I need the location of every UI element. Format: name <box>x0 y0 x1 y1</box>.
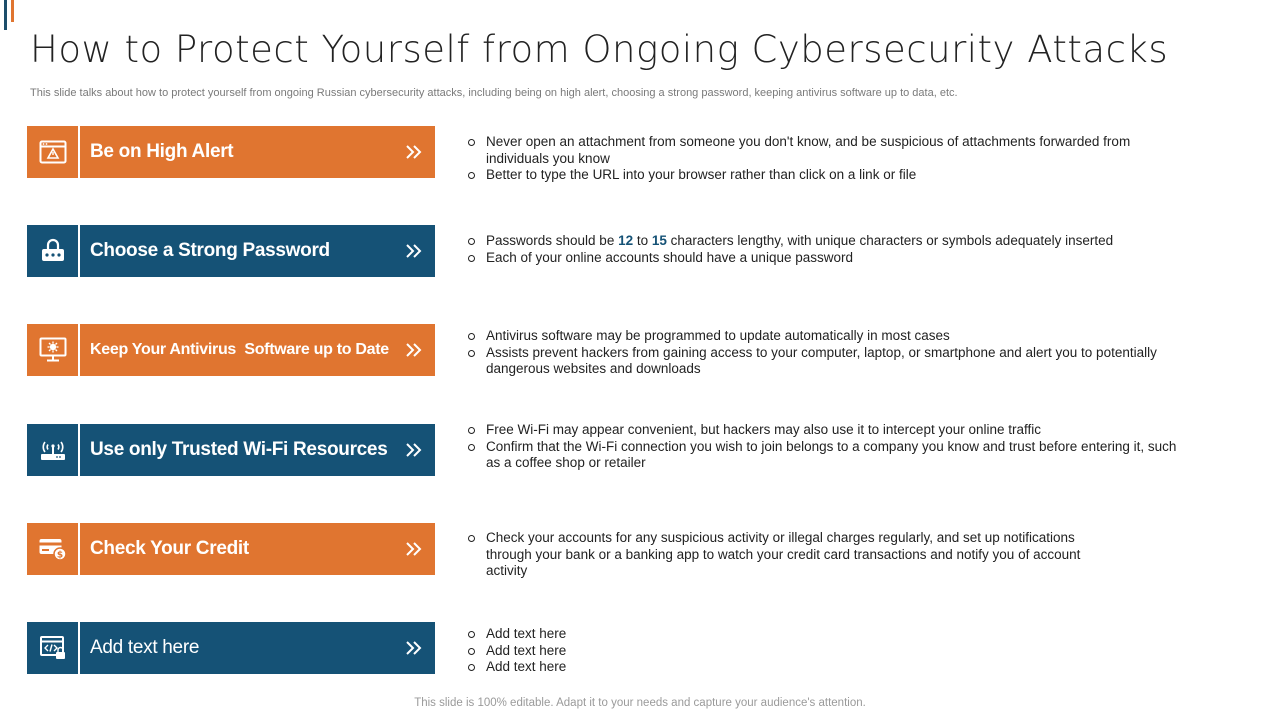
row-label[interactable] <box>80 523 435 575</box>
browser-code-lock-icon <box>27 622 78 674</box>
bullet-list <box>467 530 1187 580</box>
list-item: Never open an attachment from someone you don't know, and be suspicious of attachments forwarded from individuals you know <box>467 134 1187 167</box>
bullet-list <box>467 328 1187 378</box>
row-label-text: Choose a Strong Password <box>90 240 330 261</box>
row-antivirus <box>27 324 1187 376</box>
row-label-text: Check Your Credit <box>90 538 249 559</box>
row-label[interactable] <box>80 225 435 277</box>
chevron-right-double-icon <box>403 438 425 462</box>
list-item: Free Wi-Fi may appear convenient, but hackers may also use it to intercept your online traffic <box>467 422 1187 439</box>
row-label[interactable] <box>80 424 435 476</box>
svg-text:$: $ <box>56 550 63 561</box>
bullet-list <box>467 626 1187 676</box>
chevron-right-double-icon <box>403 140 425 164</box>
page-subtitle: This slide talks about how to protect yourself from ongoing Russian cybersecurity attacks, including being on high alert, choosing a strong password, keeping antivirus software up to data, etc. <box>30 87 958 99</box>
row-label-text: Be on High Alert <box>90 141 234 162</box>
list-item: Add text here <box>467 659 1187 676</box>
list-item: Add text here <box>467 626 1187 643</box>
chevron-right-double-icon <box>403 239 425 263</box>
credit-card-icon <box>27 523 78 575</box>
list-item: Antivirus software may be programmed to update automatically in most cases <box>467 328 1187 345</box>
password-min-length: 12 <box>618 233 634 248</box>
row-trusted-wifi <box>27 424 1187 476</box>
list-item: Confirm that the Wi-Fi connection you wish to join belongs to a company you know and trust before entering it, such as a coffee shop or retailer <box>467 439 1187 472</box>
monitor-virus-icon <box>27 324 78 376</box>
row-add-text <box>27 622 1187 674</box>
row-label-text: Add text here <box>90 637 200 658</box>
row-label-text: Keep Your Antivirus Software up to Date <box>90 341 389 358</box>
list-item: Better to type the URL into your browser rather than click on a link or file <box>467 167 1187 184</box>
bullet-list <box>467 233 1187 266</box>
bullet-list <box>467 134 1187 184</box>
row-label-text: Use only Trusted Wi-Fi Resources <box>90 439 388 460</box>
row-label[interactable] <box>80 324 435 376</box>
row-label[interactable] <box>80 126 435 178</box>
password-max-length: 15 <box>651 233 667 248</box>
footer-note: This slide is 100% editable. Adapt it to your needs and capture your audience's attention. <box>414 697 866 709</box>
list-item: Assists prevent hackers from gaining access to your computer, laptop, or smartphone and alert you to potentially dangerous websites and downloads <box>467 345 1187 378</box>
row-check-credit <box>27 523 1187 578</box>
wifi-router-icon <box>27 424 78 476</box>
row-high-alert <box>27 126 1187 182</box>
list-item: Add text here <box>467 643 1187 660</box>
browser-alert-icon <box>27 126 78 178</box>
accent-bar-blue <box>4 0 7 30</box>
chevron-right-double-icon <box>403 537 425 561</box>
page-title: How to Protect Yourself from Ongoing Cybersecurity Attacks <box>30 28 1169 71</box>
bullet-list <box>467 422 1187 472</box>
row-strong-password <box>27 225 1187 277</box>
row-label[interactable] <box>80 622 435 674</box>
list-item: Check your accounts for any suspicious activity or illegal charges regularly, and set up notifications through your bank or a banking app to watch your credit card transactions and notify you of account activity <box>467 530 1116 580</box>
chevron-right-double-icon <box>403 338 425 362</box>
accent-bar-orange <box>11 0 14 22</box>
chevron-right-double-icon <box>403 636 425 660</box>
list-item: Passwords should be 12 to 15 characters lengthy, with unique characters or symbols adequately inserted <box>467 233 1187 250</box>
list-item: Each of your online accounts should have a unique password <box>467 250 1187 267</box>
password-lock-icon <box>27 225 78 277</box>
